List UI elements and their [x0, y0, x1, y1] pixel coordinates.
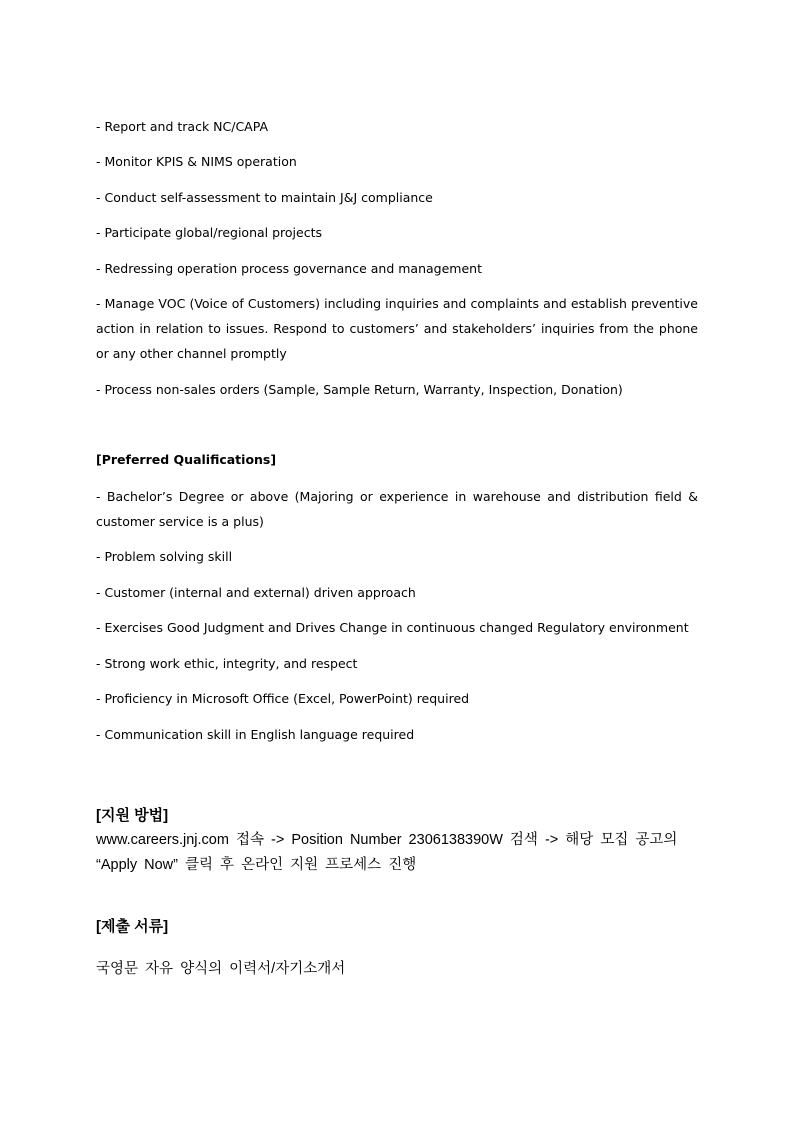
how-to-apply-heading: [지원 방법]: [96, 807, 169, 824]
documents-text: 국영문 자유 양식의 이력서/자기소개서: [96, 961, 346, 977]
responsibility-item: - Redressing operation process governance and management: [96, 261, 482, 276]
how-to-apply-line-2: “Apply Now” 클릭 후 온라인 지원 프로세스 진행: [96, 857, 417, 873]
responsibility-item: - Process non-sales orders (Sample, Sample Return, Warranty, Inspection, Donation): [96, 382, 623, 397]
qualification-item: - Customer (internal and external) driven approach: [96, 585, 416, 600]
responsibility-item: - Participate global/regional projects: [96, 225, 323, 240]
responsibility-item: - Conduct self-assessment to maintain J&J compliance: [96, 190, 433, 205]
qualification-item: - Problem solving skill: [96, 549, 233, 564]
qualification-item: - Proficiency in Microsoft Office (Excel, PowerPoint) required: [96, 691, 470, 706]
qualification-item: - Strong work ethic, integrity, and respect: [96, 656, 358, 671]
responsibility-item: - Report and track NC/CAPA: [96, 119, 269, 134]
preferred-qualifications-heading: [Preferred Qualifications]: [96, 452, 277, 467]
responsibility-item: - Manage VOC (Voice of Customers) including inquiries and complaints and establish preventive action in relation to issues. Respond to customers’ and stakeholders’ inquiries from the phone or any other channel promptly: [96, 296, 698, 361]
documents-heading: [제출 서류]: [96, 918, 169, 935]
qualification-item: - Exercises Good Judgment and Drives Change in continuous changed Regulatory environment: [96, 620, 689, 635]
how-to-apply-line-1: www.careers.jnj.com 접속 -> Position Number 2306138390W 검색 -> 해당 모집 공고의: [96, 832, 678, 848]
qualification-item: - Communication skill in English language required: [96, 727, 415, 742]
qualification-item: - Bachelor’s Degree or above (Majoring or experience in warehouse and distribution field & customer service is a plus): [96, 489, 698, 529]
responsibility-item: - Monitor KPIS & NIMS operation: [96, 154, 297, 169]
